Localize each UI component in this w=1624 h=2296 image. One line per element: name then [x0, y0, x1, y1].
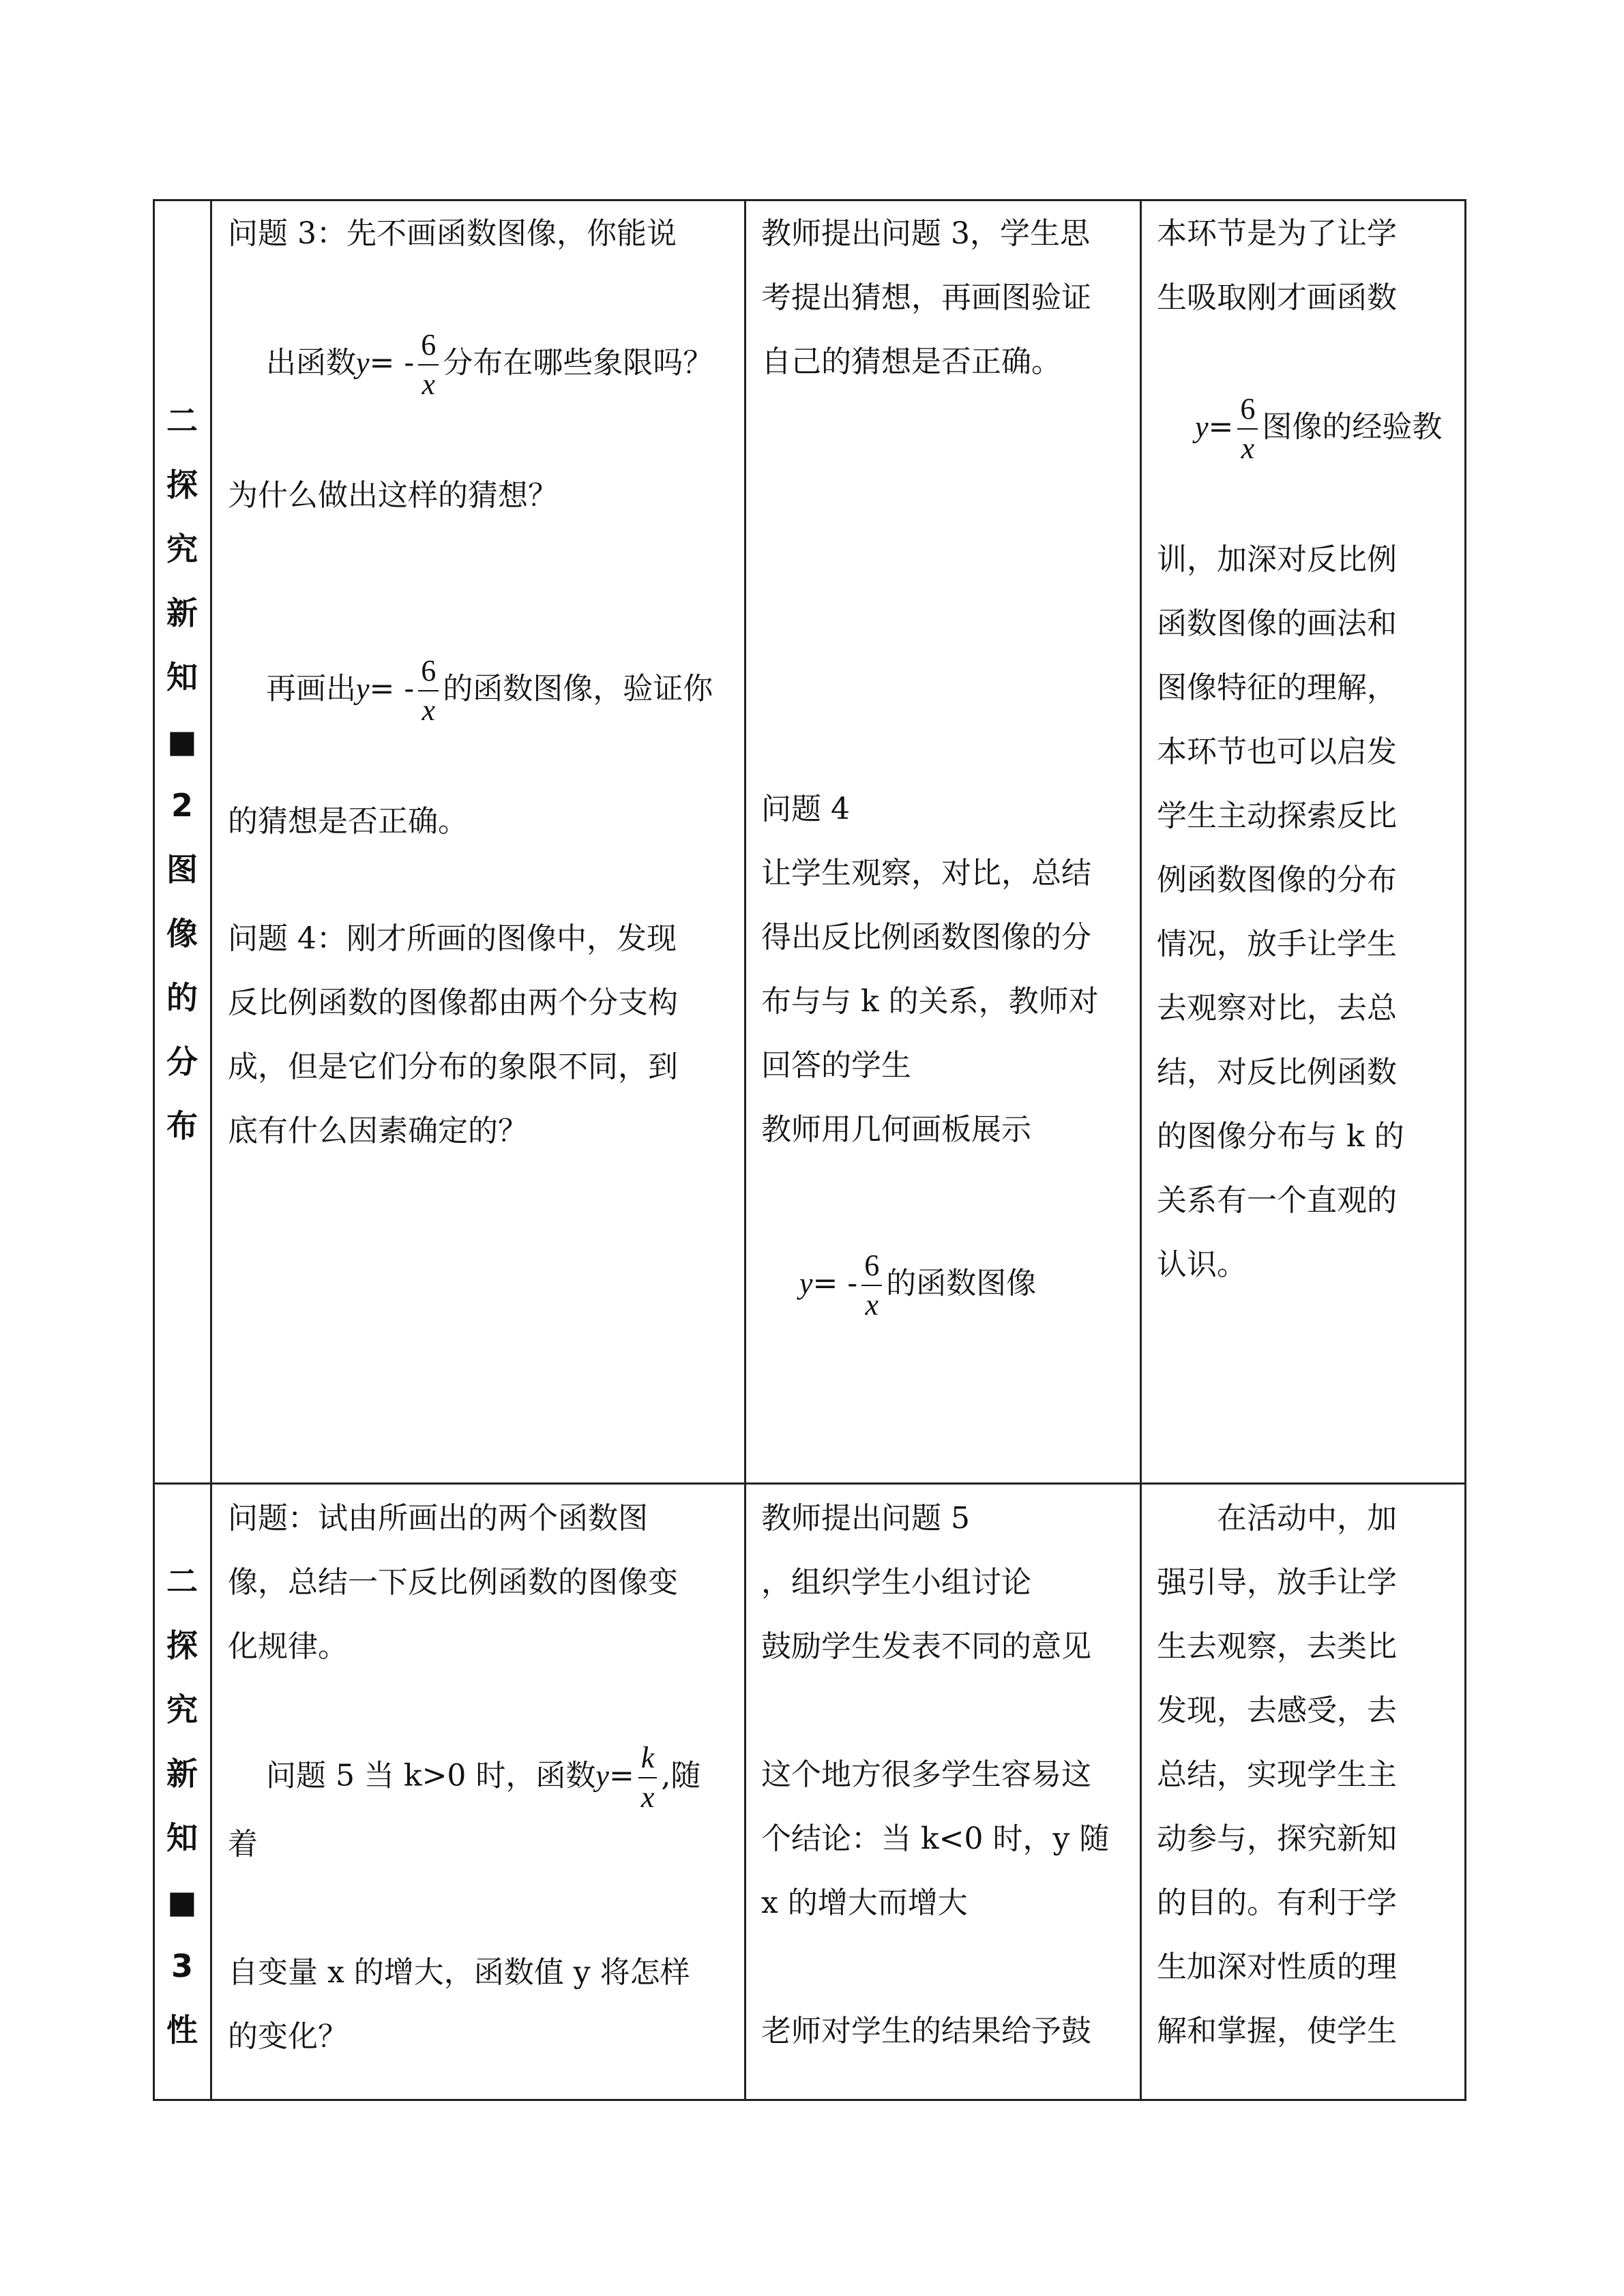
formula-y: y: [355, 346, 370, 380]
teacher-line: 个结论：当 k<0 时，y 随: [761, 1821, 1110, 1856]
section-label-char: 究: [166, 1691, 198, 1728]
question-5-continued: [228, 1941, 727, 2069]
fraction-denominator: x: [640, 1780, 655, 1814]
spacer: [761, 1935, 1127, 1999]
design-intent-line: 解和掌握，使学生: [1157, 2014, 1397, 2048]
question-5-suffix: ,随着: [228, 1758, 701, 1862]
fraction-numerator: 6: [861, 1251, 882, 1286]
graph-display-line: [761, 1187, 1127, 1384]
teacher-line: 教师用几何画板展示: [761, 1112, 1031, 1147]
design-intent-line: 去观察对比，去总: [1157, 991, 1397, 1026]
teacher-line: ，组织学生小组讨论: [761, 1565, 1031, 1600]
design-intent-line: 动参与，探究新知: [1157, 1821, 1397, 1856]
fraction-denominator: x: [422, 368, 435, 401]
question-line: 问题：试由所画出的两个函数图: [228, 1501, 648, 1536]
section-label-char: 3: [171, 1948, 193, 1984]
row2-question-intro: [228, 1487, 727, 1679]
fraction-6-over-x: [418, 656, 439, 726]
teacher-line: 考提出猜想，再画图验证: [761, 280, 1091, 315]
row2-design-intent: [1140, 1487, 1465, 2063]
question-3-line-1: 问题 3：先不画函数图像，你能说: [228, 216, 677, 251]
question-3-prefix: 出函数: [265, 345, 356, 381]
fraction-6-over-x: [418, 330, 439, 400]
section-label-char: 究: [166, 531, 198, 567]
section-label-char: 像: [166, 915, 198, 952]
design-intent-line: 本环节也可以启发: [1157, 734, 1397, 769]
design-intent-line: 生吸取刚才画函数: [1157, 280, 1397, 315]
question-3-line-3: 为什么做出这样的猜想？: [228, 478, 558, 513]
row1-question-4: [211, 907, 745, 1163]
formula-y: y: [1194, 410, 1209, 444]
design-intent-rest: [1157, 528, 1451, 1297]
formula-y: y: [355, 672, 370, 706]
design-intent-line: 在活动中，加: [1157, 1501, 1397, 1536]
section-label-char: 布: [166, 1107, 198, 1144]
row2-section-label: [153, 1549, 211, 2062]
question-5-line: [228, 1679, 727, 1941]
teacher-line: 教师提出问题 3，学生思: [761, 216, 1090, 251]
question-line: 化规律。: [228, 1629, 348, 1664]
design-intent-top: [1157, 202, 1451, 330]
section-label-char: 二: [166, 402, 198, 439]
section-label-char: 性: [166, 2012, 198, 2048]
design-intent-line: 结，对反比例函数: [1157, 1055, 1397, 1090]
teacher-line: 教师提出问题 5: [761, 1501, 970, 1536]
fraction-6-over-x: [861, 1251, 882, 1320]
formula-equals-negative: = -: [369, 345, 415, 381]
section-label-char: ■: [167, 723, 197, 760]
design-intent-line: 图像特征的理解，: [1157, 670, 1397, 705]
question-3-suffix: 分布在哪些象限吗？: [443, 345, 713, 381]
teacher-line: 这个地方很多学生容易这: [761, 1757, 1091, 1792]
formula-equals: =: [608, 1758, 634, 1793]
row1-teacher-activity: [745, 202, 1140, 394]
design-intent-line: 强引导，放手让学: [1157, 1565, 1397, 1600]
table-row-divider: [153, 1482, 1466, 1485]
section-label-char: 新: [166, 595, 198, 631]
question-4-line: 问题 4：刚才所画的图像中，发现: [228, 921, 677, 956]
section-label-char: 探: [166, 1627, 198, 1664]
formula-equals: =: [1208, 409, 1234, 445]
design-intent-line: 学生主动探索反比: [1157, 799, 1397, 833]
fraction-numerator: k: [638, 1743, 658, 1778]
section-label-char: 图: [166, 851, 198, 888]
question-4-line: 反比例函数的图像都由两个分支构: [228, 985, 678, 1020]
redraw-line-2: 的猜想是否正确。: [228, 804, 468, 839]
row1-teacher-graph-line: [745, 1187, 1140, 1384]
design-intent-line: 发现，去感受，去: [1157, 1693, 1397, 1728]
design-intent-line: 生去观察，去类比: [1157, 1629, 1397, 1664]
spacer: [761, 1679, 1127, 1743]
design-intent-formula-suffix: 图像的经验教: [1262, 409, 1443, 445]
section-label-char: 二: [166, 1563, 198, 1600]
fraction-numerator: 6: [418, 330, 439, 366]
formula-equals-negative: = -: [812, 1266, 858, 1301]
section-label-char: 分: [166, 1043, 198, 1080]
question-line: 自变量 x 的增大，函数值 y 将怎样: [228, 1955, 690, 1990]
formula-y: y: [799, 1266, 813, 1300]
graph-display-suffix: 的函数图像: [886, 1266, 1037, 1301]
table-border-top: [153, 199, 1466, 201]
redraw-suffix: 的函数图像，验证你: [443, 671, 713, 706]
teacher-feedback: [761, 1999, 1127, 2063]
teacher-common-mistake: [761, 1743, 1127, 1935]
section-label-char: 探: [166, 466, 198, 503]
design-intent-line: 总结，实现学生主: [1157, 1757, 1397, 1792]
section-label-char: ■: [167, 1883, 197, 1920]
design-intent-line: 关系有一个直观的: [1157, 1183, 1397, 1218]
question-3-line-2: [228, 266, 727, 464]
teacher-line: 鼓励学生发表不同的意见: [761, 1629, 1091, 1664]
row2-teacher-activity: [745, 1487, 1140, 2063]
fraction-denominator: x: [865, 1288, 879, 1322]
question-4-line: 成，但是它们分布的象限不同，到: [228, 1049, 678, 1084]
section-label-char: 2: [171, 787, 193, 824]
teacher-line: 老师对学生的结果给予鼓: [761, 2014, 1091, 2048]
question-line: 像，总结一下反比例函数的图像变: [228, 1565, 678, 1600]
question-5-prefix: 问题 5 当 k>0 时，函数: [265, 1758, 596, 1793]
fraction-numerator: 6: [1237, 394, 1258, 430]
row1-student-activity: [211, 202, 745, 854]
section-label-char: 知: [166, 1819, 198, 1856]
fraction-6-over-x: [1237, 394, 1258, 464]
section-label-char: 新: [166, 1755, 198, 1792]
spacer: [228, 528, 727, 592]
row1-design-intent: [1140, 202, 1465, 1297]
teacher-line: 得出反比例函数图像的分: [761, 920, 1091, 955]
design-intent-line: 情况，放手让学生: [1157, 927, 1397, 961]
design-intent-line: 生加深对性质的理: [1157, 1950, 1397, 1984]
section-label-char: 知: [166, 659, 198, 696]
design-intent-formula-line: [1157, 330, 1451, 528]
row1-section-label: [153, 389, 211, 1158]
section-label-char: 的: [166, 979, 198, 1016]
question-4-line: 底有什么因素确定的？: [228, 1114, 528, 1148]
redraw-line-1: [228, 592, 727, 790]
question-line: 的变化？: [228, 2019, 348, 2054]
formula-equals-negative: = -: [369, 671, 415, 706]
design-intent-line: 的图像分布与 k 的: [1157, 1119, 1404, 1154]
row1-teacher-question-4: [745, 777, 1140, 1162]
fraction-denominator: x: [1241, 432, 1255, 465]
teacher-line: 回答的学生: [761, 1048, 911, 1083]
table-border-bottom: [153, 2099, 1466, 2101]
design-intent-line: 认识。: [1157, 1247, 1247, 1282]
teacher-question-5: [761, 1487, 1127, 1679]
fraction-numerator: 6: [418, 656, 439, 691]
fraction-k-over-x: [638, 1743, 658, 1813]
redraw-prefix: 再画出: [265, 671, 356, 706]
design-intent-line: 的目的。有利于学: [1157, 1885, 1397, 1920]
teacher-line: 布与与 k 的关系，教师对: [761, 984, 1099, 1019]
row2-student-activity: [211, 1487, 745, 2069]
teacher-line: x 的增大而增大: [761, 1885, 968, 1920]
design-intent-line: 例函数图像的分布: [1157, 863, 1397, 897]
design-intent-line: 训，加深对反比例: [1157, 542, 1397, 577]
teacher-line: 让学生观察，对比，总结: [761, 856, 1091, 891]
teacher-line: 自己的猜想是否正确。: [761, 344, 1061, 379]
design-intent-line: 本环节是为了让学: [1157, 216, 1397, 251]
design-intent-line: 函数图像的画法和: [1157, 606, 1397, 641]
fraction-denominator: x: [422, 694, 435, 727]
formula-y: y: [595, 1759, 609, 1793]
teacher-line: 问题 4: [761, 792, 850, 826]
